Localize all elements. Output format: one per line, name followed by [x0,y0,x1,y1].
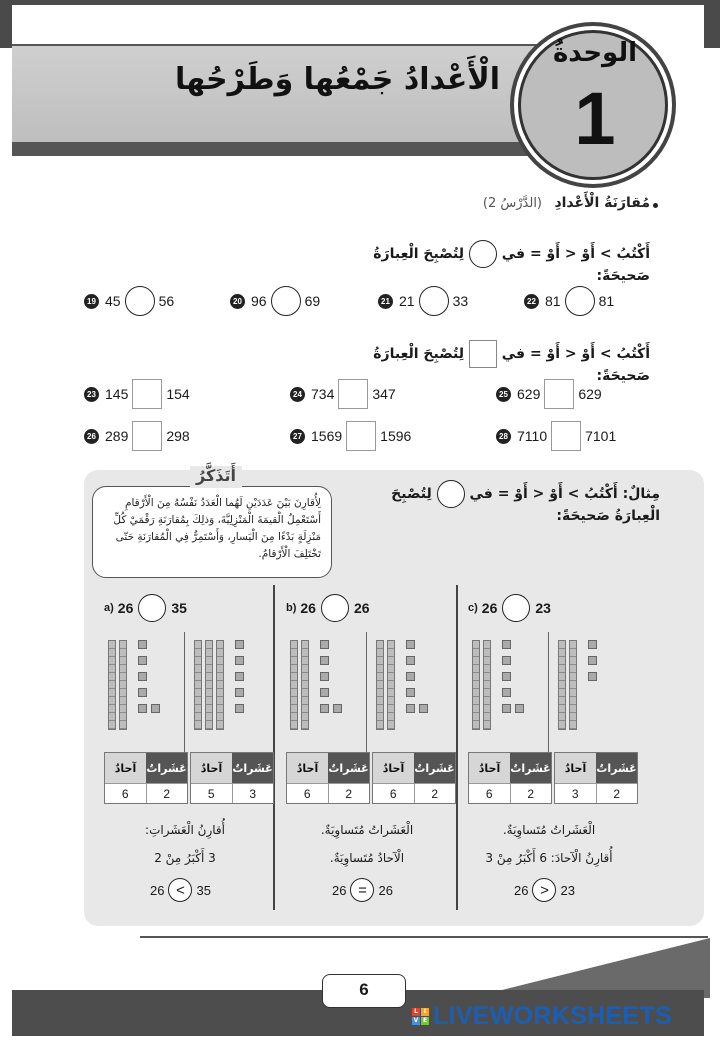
case-label: b) 26 26 [286,594,370,622]
exercise-number: 28 [496,429,511,444]
instruction-box: أَكْتُبُ > أَوْ < أَوْ = في لِتُصْبِحَ الْعِبارَةُ صَحيحَةً: [330,340,650,384]
ones-cube [502,656,511,665]
lesson-number: (الدَّرْسُ 2) [482,196,542,211]
ones-cube [406,656,415,665]
ones-cube [502,672,511,681]
ones-cube [502,688,511,697]
operand-right: 69 [304,293,321,309]
answer-circle[interactable] [419,286,449,316]
tens-rod [290,640,298,730]
box-blank-icon [469,340,497,368]
example-instruction: مِثالٌ: أَكْتُبُ > أَوْ < أَوْ = في لِتُصْبِحَ الْعِبارَةُ صَحيحَةً: [345,480,660,524]
compare-circle [502,594,530,622]
tens-rod [216,640,224,730]
tens-rod [569,640,577,730]
case-result: 26 = 26 [332,878,393,902]
operand-left: 96 [251,293,267,309]
ones-cube [320,672,329,681]
ones-cube [502,704,511,713]
answer-circle[interactable] [565,286,595,316]
compare-circle [321,594,349,622]
column-divider [456,585,458,910]
ones-cube [138,640,147,649]
operand-left: 629 [517,386,541,402]
ones-cube [515,704,524,713]
exercise-number: 24 [290,387,305,402]
exercise-27 [290,421,411,451]
ones-cube [406,672,415,681]
exercise-21 [378,286,468,316]
ones-cube [588,656,597,665]
ones-cube [235,688,244,697]
case-label: c) 26 23 [468,594,551,622]
page-number: 6 [322,974,406,1008]
answer-box[interactable] [132,421,162,451]
case-note-1: الْعَشَراتُ مُتَساوِيَةٌ. [502,823,596,837]
exercise-20 [230,286,320,316]
ones-cube [138,672,147,681]
circle-blank-icon [469,240,497,268]
exercise-number: 23 [84,387,99,402]
compare-circle [138,594,166,622]
ones-cube [235,640,244,649]
ones-cube [419,704,428,713]
tens-rod [205,640,213,730]
tens-rod [119,640,127,730]
operand-left: 45 [105,293,121,309]
page-title: الْأَعْدادُ جَمْعُها وَطَرْحُها [174,62,500,97]
case-note-2: 3 أَكْبَرُ مِنْ 2 [154,851,216,865]
place-value-table: آحادٌ عَشَراتٌ 6 2 [104,752,188,804]
ones-cube [320,656,329,665]
case-note-1: أُقارِنُ الْعَشَراتِ: [145,823,225,837]
exercise-number: 19 [84,294,99,309]
ones-cube [406,688,415,697]
case-result: 26 > 23 [514,878,575,902]
tens-rod [558,640,566,730]
tens-rod [387,640,395,730]
operand-right: 1596 [380,428,412,444]
place-value-table: آحادٌ عَشَراتٌ 3 2 [554,752,638,804]
operand-left: 81 [545,293,561,309]
result-symbol: < [168,878,192,902]
case-result: 26 < 35 [150,878,211,902]
case-note-2: الْآحادُ مُتَساوِيَةٌ. [329,851,405,865]
exercise-19 [84,286,174,316]
column-divider [273,585,275,910]
tens-rod [483,640,491,730]
operand-left: 289 [105,428,129,444]
result-symbol: > [532,878,556,902]
exercise-number: 25 [496,387,511,402]
tens-rod [194,640,202,730]
unit-number: 1 [574,77,616,160]
remember-tag: أَتَذَكَّرُ [190,466,242,488]
exercise-23 [84,379,190,409]
answer-box[interactable] [346,421,376,451]
ones-cube [588,640,597,649]
exercise-24 [290,379,396,409]
ones-cube [235,656,244,665]
case-label: a) 26 35 [104,594,187,622]
ones-cube [235,672,244,681]
operand-right: 298 [166,428,190,444]
answer-box[interactable] [132,379,162,409]
operand-right: 81 [598,293,615,309]
operand-right: 56 [158,293,175,309]
operand-left: 7110 [517,428,548,444]
tens-rod [108,640,116,730]
operand-right: 347 [372,386,396,402]
place-value-table: آحادٌ عَشَراتٌ 6 2 [372,752,456,804]
result-symbol: = [350,878,374,902]
lesson-heading [380,195,650,211]
operand-left: 734 [311,386,335,402]
case-note-2: أُقارِنُ الْآحادَ: 6 أَكْبَرُ مِنْ 3 [485,851,613,865]
ones-cube [138,704,147,713]
liveworksheets-mark-icon: L I V E [413,1008,428,1024]
exercise-28 [496,421,616,451]
ones-cube [320,688,329,697]
ones-cube [320,640,329,649]
tens-rod [376,640,384,730]
instruction-circle: أَكْتُبُ > أَوْ < أَوْ = في لِتُصْبِحَ الْعِبارَةُ صَحيحَةً: [330,240,650,284]
exercise-number: 22 [524,294,539,309]
answer-box[interactable] [338,379,368,409]
place-value-table: آحادٌ عَشَراتٌ 6 2 [286,752,370,804]
bottom-rule [140,936,708,938]
operand-left: 145 [105,386,129,402]
lesson-title: مُقارَنَةُ الْأَعْدادِ [554,195,650,211]
circle-blank-icon [437,480,465,508]
exercise-number: 20 [230,294,245,309]
unit-word: الوحدةُ [552,38,638,68]
exercise-25 [496,379,602,409]
operand-left: 1569 [311,428,343,444]
operand-right: 629 [578,386,602,402]
liveworksheets-text: LIVEWORKSHEETS [433,1002,672,1030]
answer-box[interactable] [544,379,574,409]
exercise-26 [84,421,190,451]
ones-cube [406,640,415,649]
ones-cube [320,704,329,713]
ones-cube [138,688,147,697]
liveworksheets-logo[interactable] [412,1002,672,1031]
operand-right: 154 [166,386,190,402]
case-note-1: الْعَشَراتُ مُتَساوِيَةٌ. [320,823,414,837]
operand-right: 33 [452,293,469,309]
ones-cube [151,704,160,713]
remember-note: لِأُقارِنَ بَيْنَ عَدَدَيْنِ لَهُما الْعَدَدُ نَفْسُهُ مِنَ الْأَرْقامِ أَسْتَعْمِلُ الْقيمَةَ الْمَنْزِلِيَّةَ، وَذلِكَ بِمُقارَنَةِ رَقْمَيْ كُلِّ مَنْزِلَةٍ بَدْءًا مِنَ الْيَسارِ، وَأَسْتَمِرُّ فِي الْمُقارَنَةِ حَتّى تَخْتَلِفَ الْأَرْقامُ. [92,486,332,578]
exercise-number: 27 [290,429,305,444]
answer-circle[interactable] [271,286,301,316]
exercise-number: 26 [84,429,99,444]
ones-cube [235,704,244,713]
ones-cube [406,704,415,713]
place-value-table: آحادٌ عَشَراتٌ 5 3 [190,752,274,804]
tens-rod [301,640,309,730]
operand-left: 21 [399,293,415,309]
ones-cube [502,640,511,649]
exercise-number: 21 [378,294,393,309]
place-value-table: آحادٌ عَشَراتٌ 6 2 [468,752,552,804]
bullet-icon [653,203,658,208]
ones-cube [138,656,147,665]
ones-cube [588,672,597,681]
operand-right: 7101 [585,428,617,444]
ones-cube [333,704,342,713]
tens-rod [472,640,480,730]
exercise-22 [524,286,614,316]
answer-circle[interactable] [125,286,155,316]
answer-box[interactable] [551,421,581,451]
